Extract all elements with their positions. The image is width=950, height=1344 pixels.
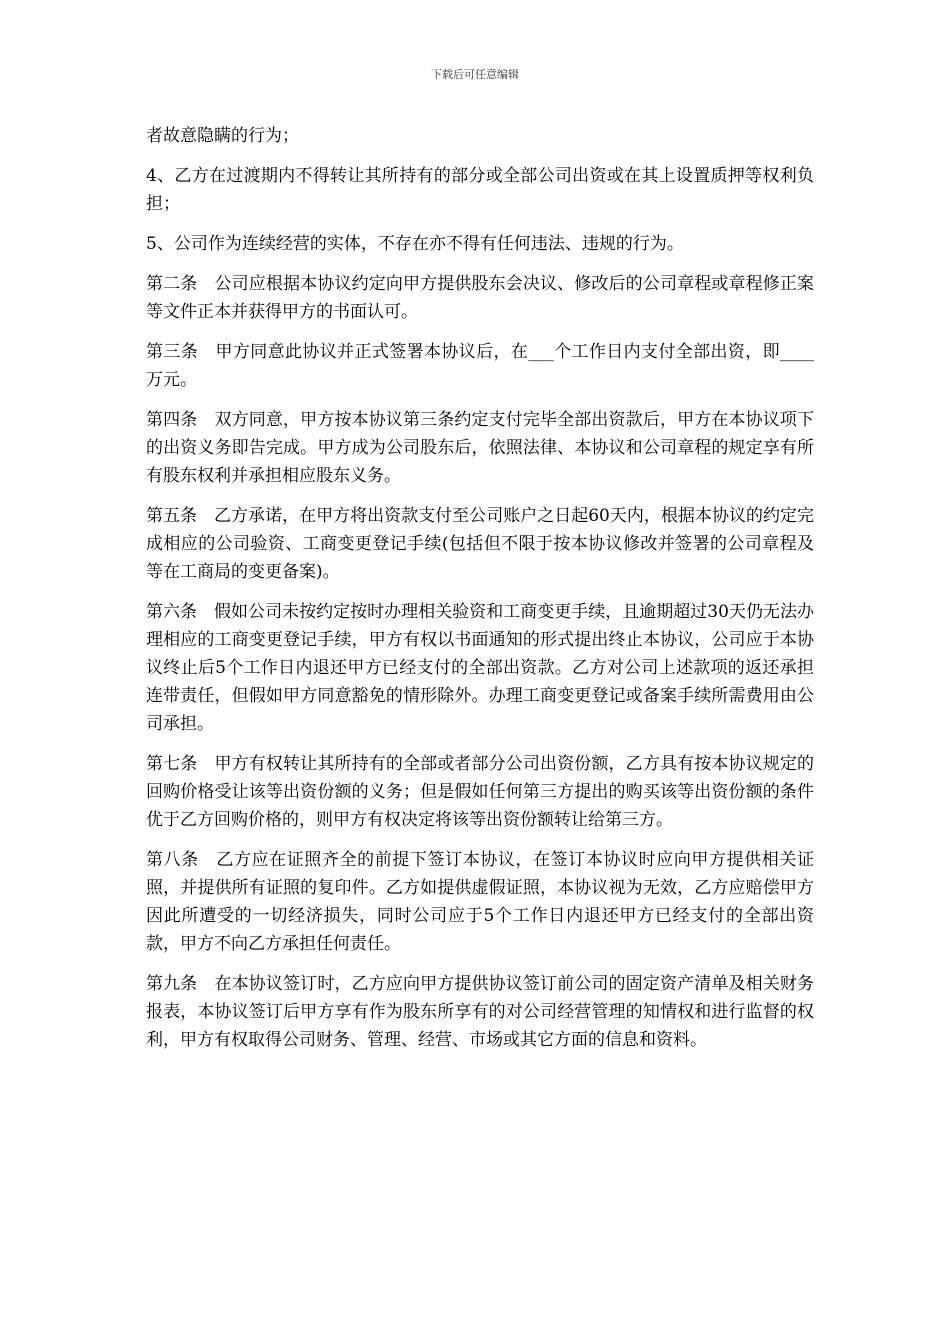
paragraph: 4、乙方在过渡期内不得转让其所持有的部分或全部公司出资或在其上设置质押等权利负担； <box>146 166 814 214</box>
article-4: 第四条 双方同意，甲方按本协议第三条约定支付完毕全部出资款后，甲方在本协议项下的出资义务即告完成。甲方成为公司股东后，依照法律、本协议和公司章程的规定享有所有股东权利并承担相应股东义务。 <box>146 410 814 486</box>
document-body <box>146 122 814 1066</box>
article-6: 第六条 假如公司未按约定按时办理相关验资和工商变更手续，且逾期超过30天仍无法办理相应的工商变更登记手续，甲方有权以书面通知的形式提出终止本协议，公司应于本协议终止后5个工作日内退还甲方已经支付的全部出资款。乙方对公司上述款项的返还承担连带责任，但假如甲方同意豁免的情形除外。办理工商变更登记或备案手续所需费用由公司承担。 <box>146 602 814 734</box>
article-5: 第五条 乙方承诺，在甲方将出资款支付至公司账户之日起60天内，根据本协议的约定完成相应的公司验资、工商变更登记手续(包括但不限于按本协议修改并签署的公司章程及等在工商局的变更备案)。 <box>146 506 814 582</box>
article-2: 第二条 公司应根据本协议约定向甲方提供股东会决议、修改后的公司章程或章程修正案等文件正本并获得甲方的书面认可。 <box>146 274 814 322</box>
article-8: 第八条 乙方应在证照齐全的前提下签订本协议，在签订本协议时应向甲方提供相关证照，并提供所有证照的复印件。乙方如提供虚假证照，本协议视为无效，乙方应赔偿甲方因此所遭受的一切经济损失，同时公司应于5个工作日内退还甲方已经支付的全部出资款，甲方不向乙方承担任何责任。 <box>146 850 814 954</box>
paragraph: 5、公司作为连续经营的实体，不存在亦不得有任何违法、违规的行为。 <box>146 234 684 254</box>
page-header: 下载后可任意编辑 <box>431 68 519 81</box>
article-3: 第三条 甲方同意此协议并正式签署本协议后，在___个工作日内支付全部出资，即____万元。 <box>146 342 814 390</box>
article-9: 第九条 在本协议签订时，乙方应向甲方提供协议签订前公司的固定资产清单及相关财务报表，本协议签订后甲方享有作为股东所享有的对公司经营管理的知情权和进行监督的权利，甲方有权取得公司财务、管理、经营、市场或其它方面的信息和资料。 <box>146 974 814 1050</box>
article-7: 第七条 甲方有权转让其所持有的全部或者部分公司出资份额，乙方具有按本协议规定的回购价格受让该等出资份额的义务；但是假如任何第三方提出的购买该等出资份额的条件优于乙方回购价格的，则甲方有权决定将该等出资份额转让给第三方。 <box>146 754 814 830</box>
paragraph: 者故意隐瞒的行为； <box>146 126 299 146</box>
